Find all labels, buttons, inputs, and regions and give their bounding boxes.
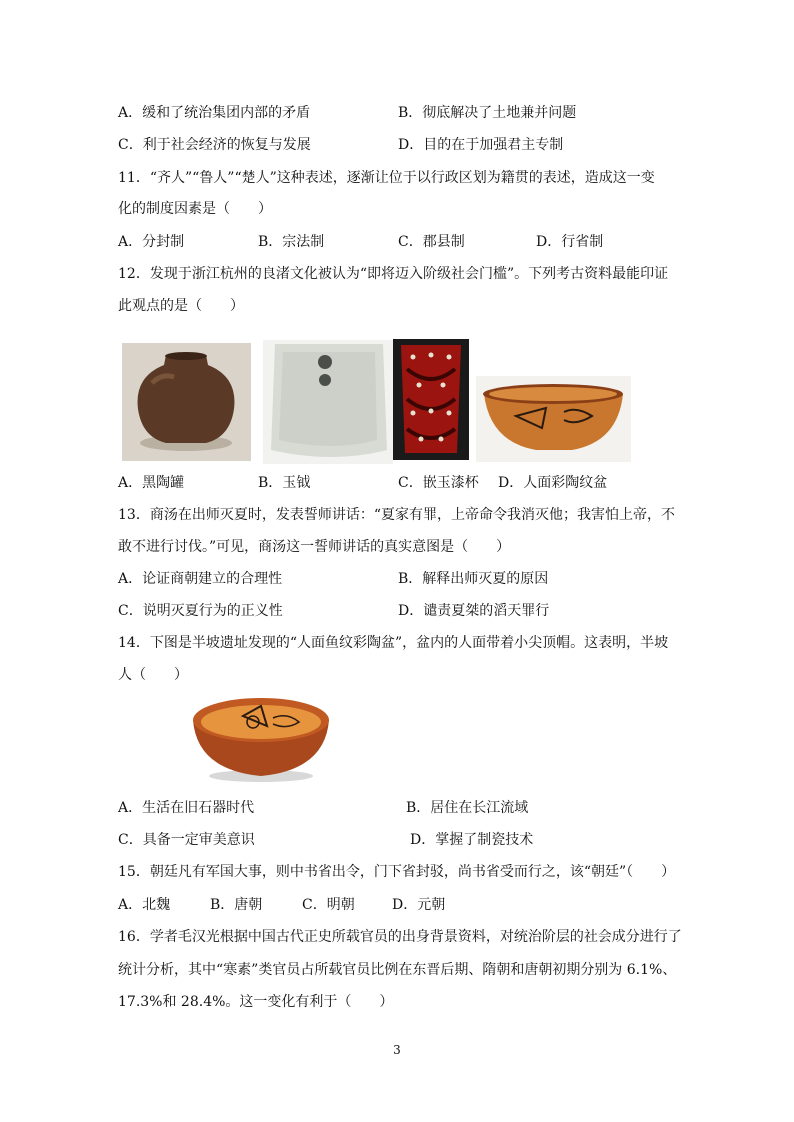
q16-stem-line1: 16．学者毛汉光根据中国古代正史所载官员的出身背景资料，对统治阶层的社会成分进行了	[118, 929, 682, 945]
q13-option-a: A．论证商朝建立的合理性	[118, 571, 283, 587]
q11-option-a: A．分封制	[118, 234, 185, 250]
q15-option-d: D．元朝	[392, 897, 446, 913]
q13-option-b: B．解释出师灭夏的原因	[398, 571, 549, 587]
q11-option-c: C．郡县制	[398, 234, 465, 250]
q12-option-b: B．玉钺	[258, 475, 311, 491]
q15-stem-line1: 15．朝廷凡有军国大事，则中书省出令，门下省封驳，尚书省受而行之，该“朝廷”（ ）	[118, 864, 676, 880]
q13-option-c: C．说明灭夏行为的正义性	[118, 603, 283, 619]
q15-option-c: C．明朝	[302, 897, 355, 913]
fish-basin-icon	[187, 692, 335, 786]
q12-option-a: A．黑陶罐	[118, 475, 185, 491]
q11-stem-line2: 化的制度因素是（ ）	[118, 201, 272, 217]
q14-option-b: B．居住在长江流域	[406, 800, 529, 816]
lacquer-cup-icon	[393, 339, 469, 460]
q10-option-d: D．目的在于加强君主专制	[398, 137, 564, 153]
q13-stem-line2: 敢不进行讨伐。”可见，商汤这一誓师讲话的真实意图是（ ）	[118, 539, 511, 555]
q14-option-c: C．具备一定审美意识	[118, 832, 255, 848]
q10-option-b: B．彻底解决了土地兼并问题	[398, 105, 577, 121]
q16-stem-line2: 统计分析，其中“寒素”类官员占所载官员比例在东晋后期、隋朝和唐朝初期分别为 6.1%、	[118, 962, 677, 978]
q11-stem-line1: 11．“齐人”“鲁人”“楚人”这种表述，逐渐让位于以行政区划为籍贯的表述，造成这一变	[118, 170, 655, 186]
page-number: 3	[393, 1043, 401, 1057]
q12-option-c: C．嵌玉漆杯	[398, 475, 479, 491]
jade-axe-icon	[263, 340, 393, 464]
q14-stem-line2: 人（ ）	[118, 667, 188, 683]
q14-stem-line1: 14．下图是半坡遗址发现的“人面鱼纹彩陶盆”，盆内的人面带着小尖顶帽。这表明，半坡	[118, 635, 669, 651]
q12-option-d: D．人面彩陶纹盆	[498, 475, 608, 491]
q13-option-d: D．谴责夏桀的滔天罪行	[398, 603, 550, 619]
q13-stem-line1: 13．商汤在出师灭夏时，发表誓师讲话：“夏家有罪，上帝命令我消灭他；我害怕上帝，不	[118, 507, 675, 523]
jade-inlaid-lacquer-cup-image	[393, 339, 469, 460]
q10-option-a: A．缓和了统治集团内部的矛盾	[118, 105, 311, 121]
human-face-fish-basin-image	[187, 692, 335, 786]
q12-stem-line2: 此观点的是（ ）	[118, 298, 244, 314]
q11-option-d: D．行省制	[536, 234, 604, 250]
q10-option-c: C．利于社会经济的恢复与发展	[118, 137, 311, 153]
black-pottery-jar-icon	[122, 343, 251, 461]
painted-basin-icon	[476, 376, 631, 462]
q15-option-b: B．唐朝	[210, 897, 263, 913]
jade-axe-image	[263, 340, 393, 464]
black-pottery-jar-image	[122, 343, 251, 461]
q14-option-a: A．生活在旧石器时代	[118, 800, 255, 816]
painted-pottery-basin-image	[476, 376, 631, 462]
q11-option-b: B．宗法制	[258, 234, 325, 250]
q16-stem-line3: 17.3%和 28.4%。这一变化有利于（ ）	[118, 994, 394, 1010]
q15-option-a: A．北魏	[118, 897, 171, 913]
q12-stem-line1: 12．发现于浙江杭州的良渚文化被认为“即将迈入阶级社会门槛”。下列考古资料最能印证	[118, 266, 669, 282]
q14-option-d: D．掌握了制瓷技术	[410, 832, 534, 848]
